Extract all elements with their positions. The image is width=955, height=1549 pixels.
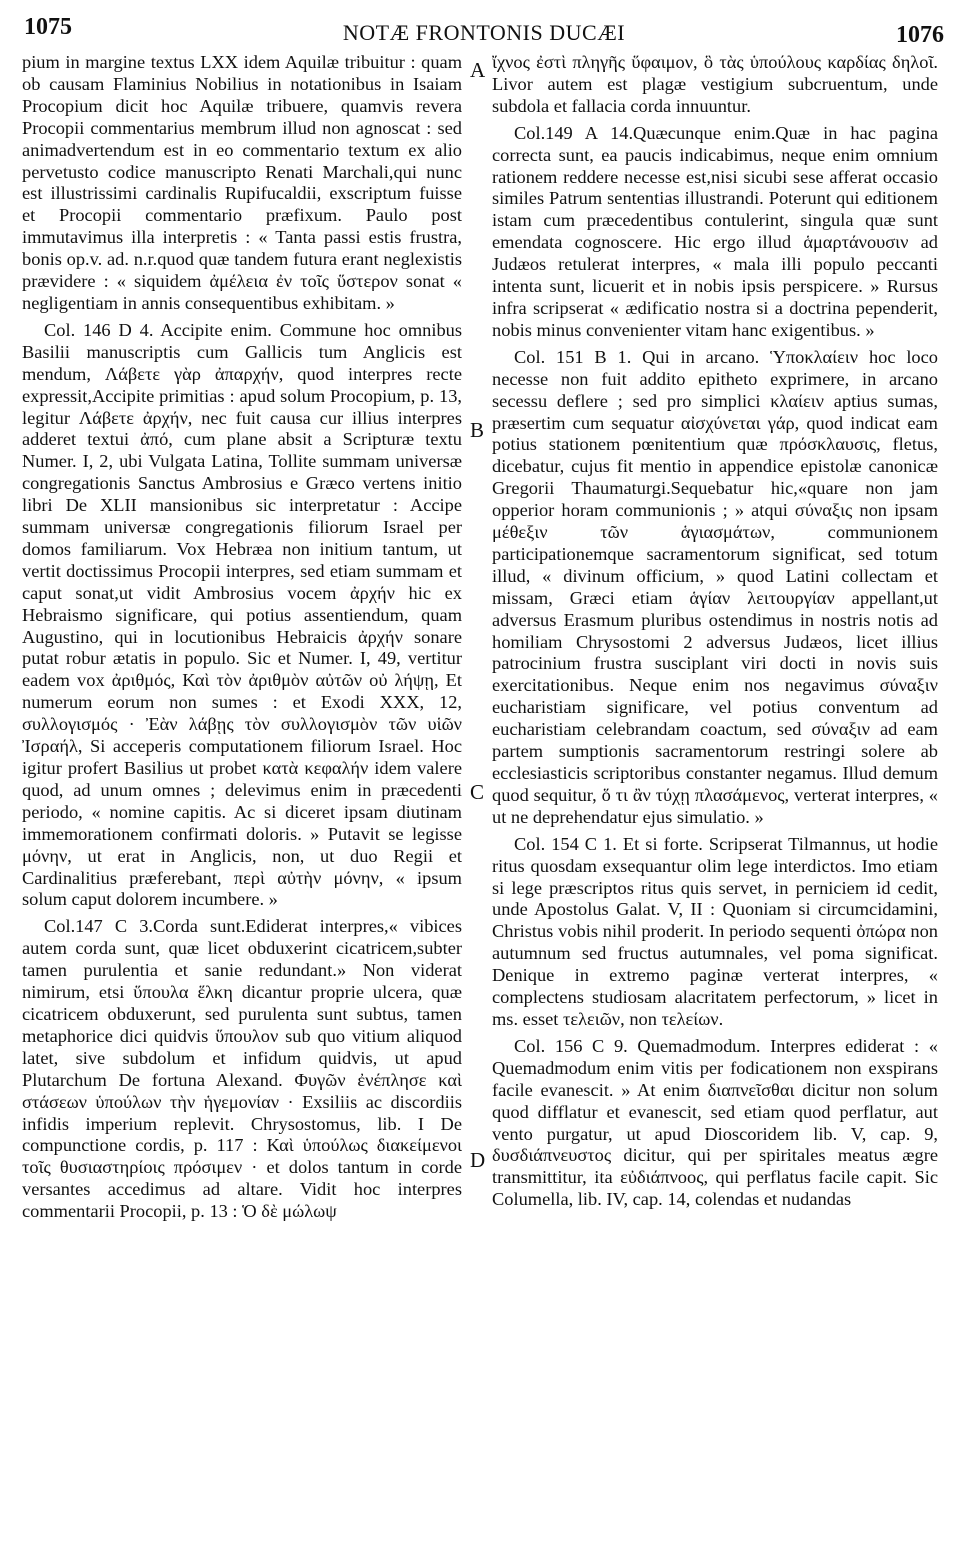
margin-letter-d: D	[470, 1148, 486, 1172]
right-column	[492, 52, 938, 1216]
paragraph: Col.149 A 14.Quæcunque enim.Quæ in hac pagina correcta sunt, ea paucis indicabimus, neque enim omnium rationem reddere necesse est,nisi sicubi sese afferat occasio similes Patrum sententias illustrandi. Poterunt qui editionem istam cum præcedentibus contulerint, singula quæ sunt emendata cognoscere. Hic ergo illud ἁμαρτάνουσιν ad Judæos retulerat interpres, « mala illi populo peccanti intenta sunt, licuerit et in nobis ipsis perspicere. » Rursus infra scripserat « ædificatio nostra si a doctrina pependerit, nobis minus convenienter vitam hanc exigentibus. »	[492, 122, 938, 340]
margin-letter-b: B	[470, 418, 485, 442]
paragraph: Col. 154 C 1. Et si forte. Scripserat Tilmannus, ut hodie ritus quosdam exsequantur olim lege interdictos. Imo etiam si lege præscriptos ritus quis servet, in perniciem id cedit, unde Apostolus Galat. V, II : Quoniam si circumcidamini, Christus vobis nihil proderit. In periodo sequenti ὀπώρα non autumnum sed fructus autumnales, vel poma significat. Denique in extremo paginæ verterat interpres, « complectens studiosam alacritatem perfectorum, » licet in ms. esset τελειῶν, non τελείων.	[492, 833, 938, 1029]
paragraph: Col. 156 C 9. Quemadmodum. Interpres ediderat : « Quemadmodum enim vitis per fodicationem non exspirans facile evanescit. » At enim διαπνεῖσθαι dicitur non solum quod difflatur et evanescit, sed etiam quod perflatur, aut vento purgatur, ut apud Dioscoridem lib. V, cap. 9, δυσδιάπνευστος dicitur, qui per spiritales meatus ægre transmittitur, ita εὐδιάπνοος, qui perflatus facile capit. Sic Columella, lib. IV, cap. 14, colendas et nudandas	[492, 1035, 938, 1210]
page-header	[24, 14, 944, 50]
page-number-right: 1076	[896, 22, 944, 48]
paragraph: pium in margine textus LXX idem Aquilæ tribuitur : quam ob causam Flaminius Nobilius in notationibus in Isaiam Procopium dicit hoc Aquilæ tribuere, quamvis revera Procopii commentarius membrum illud non agnoscat : sed animadvertendum est in eo commentario textum ex alio pervetusto codice manuscripto Renati Marchali,qui nunc est illustrissimi cardinalis Rupifucaldii, exscriptum fuisse et Procopii commentario præfixum. Paulo post immutavimus illa interpretis : « Tanta passi estis frustra, bonis op.v. ad. n.r.quod quæ tandem futura erant neglexistis prævidere : « siquidem ἀμέλεια ἐν τοῖς ὕστερον sonat « negligentiam in annis consequentibus exhibitam. »	[22, 52, 462, 313]
margin-letter-c: C	[470, 780, 485, 804]
paragraph: Col. 151 B 1. Qui in arcano. Ὑποκλαίειν hoc loco necesse non fuit addito epitheto exprimere, in arcano secessu deflere ; sed pro simplici κλαίειν aptius sumas, præsertim cum sequatur αἰσχύνεται γάρ, quod indicat eam potius stationem pœnitentium quæ πρόσκλαυσις, fletus, dicebatur, cujus fit mentio in appendice epistolæ canonicæ Gregorii Thaumaturgi.Sequebatur hic,«quare non jam opperior horam communionis ; » atqui σύναξις non ipsam μέθεξιν τῶν ἁγιασμάτων, communionem participationemque sacramentorum significat, sed totum illud, « divinum officium, » quod Latini collectam et missam, Græci etiam ἁγίαν λειτουργίαν appellant,ut adversus Erasmum pluribus ostendimus in nostris notis ad homiliam Chrysostomi 2 adversus Judæos, licet illius patrocinium frustra susciplant viri docti in novis suis exercitationibus. Neque enim nos negavimus σύναξιν eucharistiam significare, vel potius conventum ad eucharistiam celebrandam coactum, sed σύναξιν ad eam partem sumptionis sacramentorum restringi solere ab ecclesiasticis scriptoribus constanter negamus. Illud demum quod sequitur, ὅ τι ἂν τύχῃ πλασάμενος, verterat interpres, « ut ne deprehendatur ejus simulatio. »	[492, 346, 938, 827]
running-title: NOTÆ FRONTONIS DUCÆI	[342, 20, 626, 45]
paragraph: Col.147 C 3.Corda sunt.Ediderat interpres,« vibices autem corda sunt, quæ licet obduxerint cicatricem,subter tamen purulentia et sanie redundant.» Non viderat nimirum, etsi ὕπουλα ἕλκη dicantur proprie ulcera, quæ cicatricem obduxerunt, sed purulenta sunt subtus, tamen metaphorice dici quidvis ὕπουλον sub quo vitium aliquod latet, sive subdolum et infidum quidvis, ut apud Plutarchum De fortuna Alexand. Φυγῶν ἐνέπλησε καὶ στάσεων ὑπούλων τὴν ἡγεμονίαν · Exsiliis ac discordiis infidis imperium replevit. Chrysostomus, lib. I De compunctione cordis, p. 117 : Καὶ ὑπούλως διακείμενοι τοῖς θυσιαστηρίοις πρόσιμεν · et dolos tantum in corde versantes accedimus ad altare. Vidit hoc interpres commentarii Procopii, p. 13 : Ὁ δὲ μώλωψ	[22, 916, 462, 1222]
page-number-left: 1075	[24, 14, 72, 40]
left-column	[22, 52, 462, 1228]
paragraph: ἴχνος ἐστὶ πληγῆς ὕφαιμον, ὃ τὰς ὑπούλους καρδίας δηλοῖ. Livor autem est plagæ vestigium subcruentum, unde subdola et fallacia corda innuuntur.	[492, 52, 938, 116]
paragraph: Col. 146 D 4. Accipite enim. Commune hoc omnibus Basilii manuscriptis cum Gallicis tum Anglicis est mendum, Λάβετε γὰρ ἀπαρχήν, quod interpres recte expressit,Accipite primitias : apud solum Procopium, p. 13, legitur Λάβετε ἀρχήν, nec fuit causa cur illius interpres adderet textui ἀπό, cum plane absit a Scripturæ textu Numer. I, 2, ubi Vulgata Latina, Tollite summam universæ congregationis Sanctus Ambrosius e Græco vertens initio libri De XLII mansionibus sic interpretatur : Accipe summam universæ congregationis filiorum Israel per domos familiarum. Vox Hebræa non initium tantum, ut vertit doctissimus Procopii interpres, sed etiam summam et caput sonat,ut vidit Ambrosius vocem ἀρχήν hic ex Hebraismo significare, qui potius assentiendum, quam Augustino, qui in locutionibus Hebraicis ἀρχήν sonare putat robur ætatis in populo. Sic et Numer. I, 49, vertitur eadem vox ἀριθμός, Καὶ τὸν ἀριθμὸν αὐτῶν οὐ λήψῃ, Et numerum eorum non sumes : et Exodi XXX, 12, συλλογισμός · Ἐὰν λάβῃς τὸν συλλογισμὸν τῶν υἱῶν Ἰσραήλ, Si acceperis computationem filiorum Israel. Hoc igitur profert Basilius ut probet κατὰ κεφαλήν idem valere quod, ad unum omnes ; delevimus enim in præcedenti periodo, « nomine capitis. Ac si diceret ipsam diutinam immemorationem confirmati doloris. » Putavit se legisse μόνην, ut erat in Anglicis, non, ut duo Regii et Cardinalitius præferebant, περὶ αὐτὴν μόνην, « ipsum solum caput dolorem incumbere. »	[22, 319, 462, 910]
margin-letter-a: A	[470, 58, 486, 82]
